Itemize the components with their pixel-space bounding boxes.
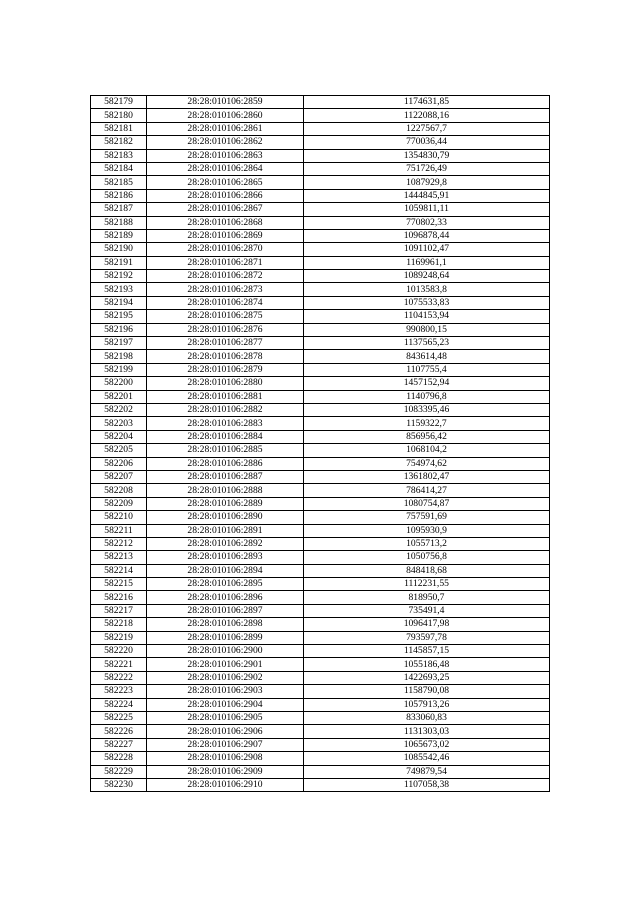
table-row	[91, 403, 550, 416]
row-number-cell: 582196	[91, 323, 147, 336]
value-cell: 1104153,94	[304, 310, 550, 323]
row-number-cell: 582204	[91, 430, 147, 443]
row-number-cell: 582223	[91, 685, 147, 698]
value-cell: 749879,54	[304, 765, 550, 778]
table-row	[91, 430, 550, 443]
table-row	[91, 537, 550, 550]
row-number-cell: 582183	[91, 149, 147, 162]
value-cell: 1361802,47	[304, 470, 550, 483]
row-number-cell: 582209	[91, 497, 147, 510]
row-number-cell: 582229	[91, 765, 147, 778]
cadastral-number-cell: 28:28:010106:2867	[147, 203, 304, 216]
table-row	[91, 377, 550, 390]
value-cell: 1174631,85	[304, 96, 550, 109]
cadastral-number-cell: 28:28:010106:2877	[147, 337, 304, 350]
table-row	[91, 109, 550, 122]
row-number-cell: 582227	[91, 738, 147, 751]
value-cell: 1057913,26	[304, 698, 550, 711]
cadastral-number-cell: 28:28:010106:2894	[147, 564, 304, 577]
table-row	[91, 564, 550, 577]
value-cell: 1089248,64	[304, 270, 550, 283]
row-number-cell: 582230	[91, 778, 147, 791]
row-number-cell: 582205	[91, 444, 147, 457]
cadastral-number-cell: 28:28:010106:2880	[147, 377, 304, 390]
cadastral-number-cell: 28:28:010106:2869	[147, 229, 304, 242]
table-body	[91, 96, 550, 792]
row-number-cell: 582197	[91, 337, 147, 350]
value-cell: 1055713,2	[304, 537, 550, 550]
cadastral-number-cell: 28:28:010106:2874	[147, 296, 304, 309]
table-row	[91, 350, 550, 363]
table-row	[91, 203, 550, 216]
table-row	[91, 337, 550, 350]
cadastral-number-cell: 28:28:010106:2902	[147, 671, 304, 684]
row-number-cell: 582194	[91, 296, 147, 309]
row-number-cell: 582193	[91, 283, 147, 296]
table-row	[91, 162, 550, 175]
table-row	[91, 363, 550, 376]
cadastral-number-cell: 28:28:010106:2909	[147, 765, 304, 778]
row-number-cell: 582180	[91, 109, 147, 122]
value-cell: 1169961,1	[304, 256, 550, 269]
row-number-cell: 582220	[91, 645, 147, 658]
row-number-cell: 582214	[91, 564, 147, 577]
table-row	[91, 457, 550, 470]
cadastral-number-cell: 28:28:010106:2884	[147, 430, 304, 443]
cadastral-number-cell: 28:28:010106:2890	[147, 511, 304, 524]
cadastral-number-cell: 28:28:010106:2897	[147, 604, 304, 617]
table-row	[91, 631, 550, 644]
row-number-cell: 582181	[91, 122, 147, 135]
value-cell: 770036,44	[304, 136, 550, 149]
cadastral-number-cell: 28:28:010106:2886	[147, 457, 304, 470]
cadastral-number-cell: 28:28:010106:2891	[147, 524, 304, 537]
cadastral-number-cell: 28:28:010106:2872	[147, 270, 304, 283]
value-cell: 856956,42	[304, 430, 550, 443]
cadastral-number-cell: 28:28:010106:2861	[147, 122, 304, 135]
cadastral-number-cell: 28:28:010106:2870	[147, 243, 304, 256]
value-cell: 1145857,15	[304, 645, 550, 658]
table-row	[91, 591, 550, 604]
row-number-cell: 582225	[91, 711, 147, 724]
table-row	[91, 229, 550, 242]
table-row	[91, 189, 550, 202]
value-cell: 1159322,7	[304, 417, 550, 430]
table-row	[91, 216, 550, 229]
value-cell: 1107058,38	[304, 778, 550, 791]
table-row	[91, 645, 550, 658]
value-cell: 1096878,44	[304, 229, 550, 242]
table-row	[91, 296, 550, 309]
row-number-cell: 582213	[91, 551, 147, 564]
cadastral-number-cell: 28:28:010106:2906	[147, 725, 304, 738]
cadastral-number-cell: 28:28:010106:2885	[147, 444, 304, 457]
value-cell: 1354830,79	[304, 149, 550, 162]
row-number-cell: 582198	[91, 350, 147, 363]
cadastral-number-cell: 28:28:010106:2873	[147, 283, 304, 296]
cadastral-number-cell: 28:28:010106:2866	[147, 189, 304, 202]
cadastral-number-cell: 28:28:010106:2859	[147, 96, 304, 109]
cadastral-number-cell: 28:28:010106:2904	[147, 698, 304, 711]
table-row	[91, 658, 550, 671]
row-number-cell: 582219	[91, 631, 147, 644]
table-row	[91, 122, 550, 135]
value-cell: 751726,49	[304, 162, 550, 175]
value-cell: 1013583,8	[304, 283, 550, 296]
table-row	[91, 390, 550, 403]
row-number-cell: 582212	[91, 537, 147, 550]
row-number-cell: 582210	[91, 511, 147, 524]
data-table	[90, 95, 550, 792]
row-number-cell: 582202	[91, 403, 147, 416]
row-number-cell: 582221	[91, 658, 147, 671]
value-cell: 786414,27	[304, 484, 550, 497]
table-row	[91, 578, 550, 591]
value-cell: 1122088,16	[304, 109, 550, 122]
cadastral-number-cell: 28:28:010106:2905	[147, 711, 304, 724]
cadastral-number-cell: 28:28:010106:2889	[147, 497, 304, 510]
table-row	[91, 725, 550, 738]
table-row	[91, 511, 550, 524]
row-number-cell: 582224	[91, 698, 147, 711]
cadastral-number-cell: 28:28:010106:2879	[147, 363, 304, 376]
cadastral-number-cell: 28:28:010106:2878	[147, 350, 304, 363]
value-cell: 1158790,08	[304, 685, 550, 698]
row-number-cell: 582182	[91, 136, 147, 149]
value-cell: 757591,69	[304, 511, 550, 524]
value-cell: 1444845,91	[304, 189, 550, 202]
cadastral-number-cell: 28:28:010106:2898	[147, 618, 304, 631]
value-cell: 793597,78	[304, 631, 550, 644]
row-number-cell: 582208	[91, 484, 147, 497]
value-cell: 1107755,4	[304, 363, 550, 376]
table-row	[91, 323, 550, 336]
row-number-cell: 582191	[91, 256, 147, 269]
cadastral-number-cell: 28:28:010106:2875	[147, 310, 304, 323]
row-number-cell: 582190	[91, 243, 147, 256]
table-row	[91, 176, 550, 189]
table-row	[91, 256, 550, 269]
row-number-cell: 582228	[91, 752, 147, 765]
cadastral-number-cell: 28:28:010106:2882	[147, 403, 304, 416]
cadastral-number-cell: 28:28:010106:2883	[147, 417, 304, 430]
cadastral-number-cell: 28:28:010106:2864	[147, 162, 304, 175]
cadastral-number-cell: 28:28:010106:2900	[147, 645, 304, 658]
row-number-cell: 582211	[91, 524, 147, 537]
value-cell: 1095930,9	[304, 524, 550, 537]
cadastral-number-cell: 28:28:010106:2860	[147, 109, 304, 122]
table-row	[91, 484, 550, 497]
cadastral-number-cell: 28:28:010106:2908	[147, 752, 304, 765]
table-row	[91, 604, 550, 617]
value-cell: 818950,7	[304, 591, 550, 604]
row-number-cell: 582189	[91, 229, 147, 242]
table-row	[91, 685, 550, 698]
cadastral-number-cell: 28:28:010106:2892	[147, 537, 304, 550]
table-row	[91, 765, 550, 778]
value-cell: 1075533,83	[304, 296, 550, 309]
table-row	[91, 310, 550, 323]
row-number-cell: 582186	[91, 189, 147, 202]
row-number-cell: 582218	[91, 618, 147, 631]
value-cell: 1059811,11	[304, 203, 550, 216]
row-number-cell: 582200	[91, 377, 147, 390]
value-cell: 1457152,94	[304, 377, 550, 390]
table-row	[91, 698, 550, 711]
table-row	[91, 136, 550, 149]
table-row	[91, 524, 550, 537]
row-number-cell: 582184	[91, 162, 147, 175]
table-row	[91, 283, 550, 296]
table-row	[91, 618, 550, 631]
cadastral-number-cell: 28:28:010106:2868	[147, 216, 304, 229]
row-number-cell: 582226	[91, 725, 147, 738]
table-row	[91, 752, 550, 765]
row-number-cell: 582203	[91, 417, 147, 430]
table-row	[91, 671, 550, 684]
row-number-cell: 582216	[91, 591, 147, 604]
value-cell: 1096417,98	[304, 618, 550, 631]
table-row	[91, 711, 550, 724]
row-number-cell: 582222	[91, 671, 147, 684]
cadastral-number-cell: 28:28:010106:2876	[147, 323, 304, 336]
value-cell: 1085542,46	[304, 752, 550, 765]
value-cell: 843614,48	[304, 350, 550, 363]
row-number-cell: 582188	[91, 216, 147, 229]
cadastral-number-cell: 28:28:010106:2863	[147, 149, 304, 162]
value-cell: 1112231,55	[304, 578, 550, 591]
table-row	[91, 243, 550, 256]
cadastral-number-cell: 28:28:010106:2895	[147, 578, 304, 591]
cadastral-number-cell: 28:28:010106:2865	[147, 176, 304, 189]
value-cell: 1055186,48	[304, 658, 550, 671]
table-row	[91, 778, 550, 791]
table-row	[91, 96, 550, 109]
value-cell: 1091102,47	[304, 243, 550, 256]
value-cell: 770802,33	[304, 216, 550, 229]
row-number-cell: 582185	[91, 176, 147, 189]
cadastral-number-cell: 28:28:010106:2903	[147, 685, 304, 698]
row-number-cell: 582199	[91, 363, 147, 376]
value-cell: 1140796,8	[304, 390, 550, 403]
row-number-cell: 582215	[91, 578, 147, 591]
table-row	[91, 551, 550, 564]
cadastral-number-cell: 28:28:010106:2871	[147, 256, 304, 269]
cadastral-number-cell: 28:28:010106:2907	[147, 738, 304, 751]
table-row	[91, 444, 550, 457]
cadastral-number-cell: 28:28:010106:2899	[147, 631, 304, 644]
value-cell: 754974,62	[304, 457, 550, 470]
cadastral-number-cell: 28:28:010106:2896	[147, 591, 304, 604]
table-row	[91, 417, 550, 430]
table-row	[91, 149, 550, 162]
value-cell: 1422693,25	[304, 671, 550, 684]
value-cell: 1065673,02	[304, 738, 550, 751]
value-cell: 1083395,46	[304, 403, 550, 416]
row-number-cell: 582179	[91, 96, 147, 109]
table-row	[91, 497, 550, 510]
value-cell: 1131303,03	[304, 725, 550, 738]
cadastral-number-cell: 28:28:010106:2901	[147, 658, 304, 671]
row-number-cell: 582217	[91, 604, 147, 617]
cadastral-number-cell: 28:28:010106:2887	[147, 470, 304, 483]
row-number-cell: 582207	[91, 470, 147, 483]
row-number-cell: 582195	[91, 310, 147, 323]
row-number-cell: 582192	[91, 270, 147, 283]
cadastral-number-cell: 28:28:010106:2910	[147, 778, 304, 791]
row-number-cell: 582187	[91, 203, 147, 216]
value-cell: 990800,15	[304, 323, 550, 336]
value-cell: 1068104,2	[304, 444, 550, 457]
row-number-cell: 582206	[91, 457, 147, 470]
cadastral-number-cell: 28:28:010106:2881	[147, 390, 304, 403]
table-row	[91, 738, 550, 751]
value-cell: 735491,4	[304, 604, 550, 617]
row-number-cell: 582201	[91, 390, 147, 403]
value-cell: 1050756,8	[304, 551, 550, 564]
value-cell: 833060,83	[304, 711, 550, 724]
cadastral-number-cell: 28:28:010106:2862	[147, 136, 304, 149]
cadastral-number-cell: 28:28:010106:2893	[147, 551, 304, 564]
table-row	[91, 270, 550, 283]
value-cell: 1137565,23	[304, 337, 550, 350]
table-row	[91, 470, 550, 483]
cadastral-number-cell: 28:28:010106:2888	[147, 484, 304, 497]
value-cell: 1080754,87	[304, 497, 550, 510]
value-cell: 848418,68	[304, 564, 550, 577]
value-cell: 1227567,7	[304, 122, 550, 135]
value-cell: 1087929,8	[304, 176, 550, 189]
